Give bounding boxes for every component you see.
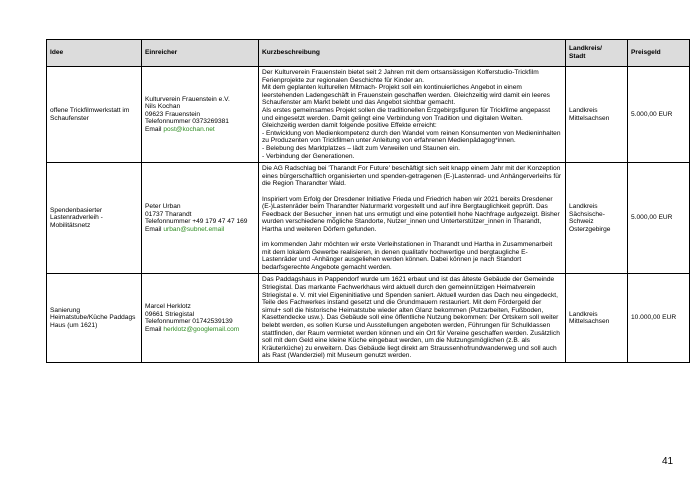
cell-idee (47, 163, 142, 274)
header-einreicher: Einreicher (142, 40, 259, 67)
preisgeld-text: 5.000,00 EUR (631, 214, 673, 222)
projects-table (46, 39, 690, 363)
email-link[interactable]: post@kochan.net (163, 125, 215, 133)
idee-text: offene Trickfilmwerkstatt im Schaufenster (50, 106, 130, 122)
einreicher-text: Kulturverein Frauenstein e.V. Nils Kochan 09623 Frauenstein Telefonnummer 0373269381 (145, 95, 230, 126)
cell-einreicher (142, 274, 259, 363)
page-number: 41 (662, 456, 674, 467)
cell-preisgeld (628, 274, 690, 363)
cell-einreicher (142, 67, 259, 163)
email-label: Email (145, 125, 164, 133)
header-landkreis-text: Landkreis/ Stadt (569, 45, 602, 60)
einreicher-text: Marcel Herklotz 09661 Striegistal Telefonnummer 01742539139 (145, 303, 233, 326)
email-link[interactable]: herklotz@googlemail.com (163, 325, 240, 333)
einreicher-text: Peter Urban 01737 Tharandt Telefonnummer +49 179 47 47 169 (145, 203, 248, 226)
landkreis-text: Landkreis Sächsische-Schweiz Osterzgebirge (569, 203, 611, 233)
header-kurzbeschreibung: Kurzbeschreibung (259, 40, 566, 67)
email-line (145, 226, 255, 234)
cell-idee (47, 274, 142, 363)
cell-landkreis (566, 67, 628, 163)
beschreibung-paragraph: Die AG Radschlag bei 'Tharandt For Future' beschäftigt sich seit knapp einem Jahr mit der Konzeption eines bürgerschaftlich organisierten und spenden-getragenen (E-)Lastenrad- und Anhängerverleihs für die Region Tharandter Wald. (262, 165, 562, 188)
table-header-row (47, 40, 690, 67)
email-line (145, 326, 255, 334)
header-preisgeld: Preisgeld (628, 40, 690, 67)
beschreibung-paragraph: Das Paddagshaus in Pappendorf wurde um 1621 erbaut und ist das älteste Gebäude der Gemeinde Striegistal. Das markante Fachwerkhaus wird aktuell durch den gemeinnützigen Heimatverein Striegistal e. V. mit viel Eigeninitiative und Spenden saniert. Aktuell wurden das Dach neu eingedeckt, Teile des Fachwerkes instand gesetzt und die Grundmauern restauriert. Mit dem Fördergeld der simul+ soll die historische Heimatstube wieder alten Glanz bekommen (Putzarbeiten, Fußboden, Kasettendecke usw.). Das Gebäude soll eine öffentliche Nutzung bekommen: Der Ortskern soll weiter belebt werden, es sollen Kurse und Ausstellungen angeboten werden, Führungen für Schulklassen stattfinden, der Raum vermietet werden können und ein Ort für Vereine geschaffen werden. Zusätzlich soll mit dem Geld eine kleine Küche eingebaut werden, um die Nutzungsmöglichen (z.B. als Kräuterküche) zu erweitern. Das Gebäude liegt direkt am Straussenhofrundwanderweg und soll auch als Rast (Wanderziel) mit Museum genutzt werden. (262, 276, 560, 360)
email-label: Email (145, 225, 164, 233)
table-row (47, 274, 690, 363)
idee-text: Sanierung Heimatstube/Küche Paddags Haus (um 1621) (50, 306, 136, 329)
header-idee: Idee (47, 40, 142, 67)
cell-kurzbeschreibung (259, 67, 566, 163)
cell-kurzbeschreibung (259, 163, 566, 274)
beschreibung-paragraph: im kommenden Jahr möchten wir erste Verleihstationen in Tharandt und Hartha in Zusammenarbeit mit dem lokalem Gewerbe realisieren, in denen qualitativ hochwertige und bergtaugliche E-Lastenräder und -Anhänger ausgeliehen werden können. Dabei können je nach Standort bedarfsgerechte Angebote gemacht werden. (262, 241, 553, 271)
cell-landkreis (566, 163, 628, 274)
cell-kurzbeschreibung (259, 274, 566, 363)
cell-landkreis (566, 274, 628, 363)
beschreibung-paragraph: Der Kulturverein Frauenstein bietet seit 2 Jahren mit dem ortsansässigen Kofferstudio-Trickfilm Ferienprojekte zur regionalen Geschichte für Kinder an. Mit dem geplanten kulturellen Mitmach- Projekt soll ein kontinuierliches Angebot in einem leerstehenden Ladengeschäft in Frauenstein geschaffen werden. Gleichzeitig wird damit ein leeres Schaufenster am Markt belebt und das Angebot sichtbar gemacht. Als erstes gemeinsames Projekt sollen die traditionellen Erzgebirgsfiguren für Trickfilme angepasst und eingesetzt werden. Damit gelingt eine Verbindung von Tradition und digitalen Welten. Gleichzeitig werden damit folgende positive Effekte erreicht: - Entwicklung von Medienkompetenz durch den Wandel vom reinen Konsumenten von Medieninhalten zu Produzenten von Trickfilmen unter Anleitung von erfahrenen Medienpädagog*innen. - Belebung des Marktplatzes – lädt zum Verweilen und Staunen ein. - Verbindung der Generationen. (262, 69, 561, 160)
preisgeld-text: 5.000,00 EUR (631, 110, 673, 118)
table-row (47, 163, 690, 274)
landkreis-text: Landkreis Mittelsachsen (569, 310, 610, 326)
preisgeld-text: 10.000,00 EUR (631, 314, 677, 322)
landkreis-text: Landkreis Mittelsachsen (569, 106, 610, 122)
email-link[interactable]: urban@subnet.email (163, 225, 225, 233)
email-label: Email (145, 325, 164, 333)
header-landkreis (566, 40, 628, 67)
idee-text: Spendenbasierter Lastenradverleih - Mobilitätsnetz (50, 206, 103, 230)
cell-einreicher (142, 163, 259, 274)
table-row (47, 67, 690, 163)
cell-preisgeld (628, 67, 690, 163)
email-line (145, 126, 255, 134)
cell-idee (47, 67, 142, 163)
cell-preisgeld (628, 163, 690, 274)
beschreibung-paragraph: Inspiriert vom Erfolg der Dresdener Initiative Frieda und Friedrich haben wir 2021 bereits Dresdener (E-)Lastenräder beim Tharandter Naturmarkt vorgestellt und auf ihre Bergtauglichkeit geprüft. Das Feedback der Besucher_innen hat uns ermutigt und eine potentiell hohe Nachfrage aufgezeigt. Bisher wurden verschiedene mögliche Standorte, Nutzer_innen und Unterterstützer_innen in Tharandt, Hartha und weiteren Dörfern gefunden. (262, 195, 560, 233)
